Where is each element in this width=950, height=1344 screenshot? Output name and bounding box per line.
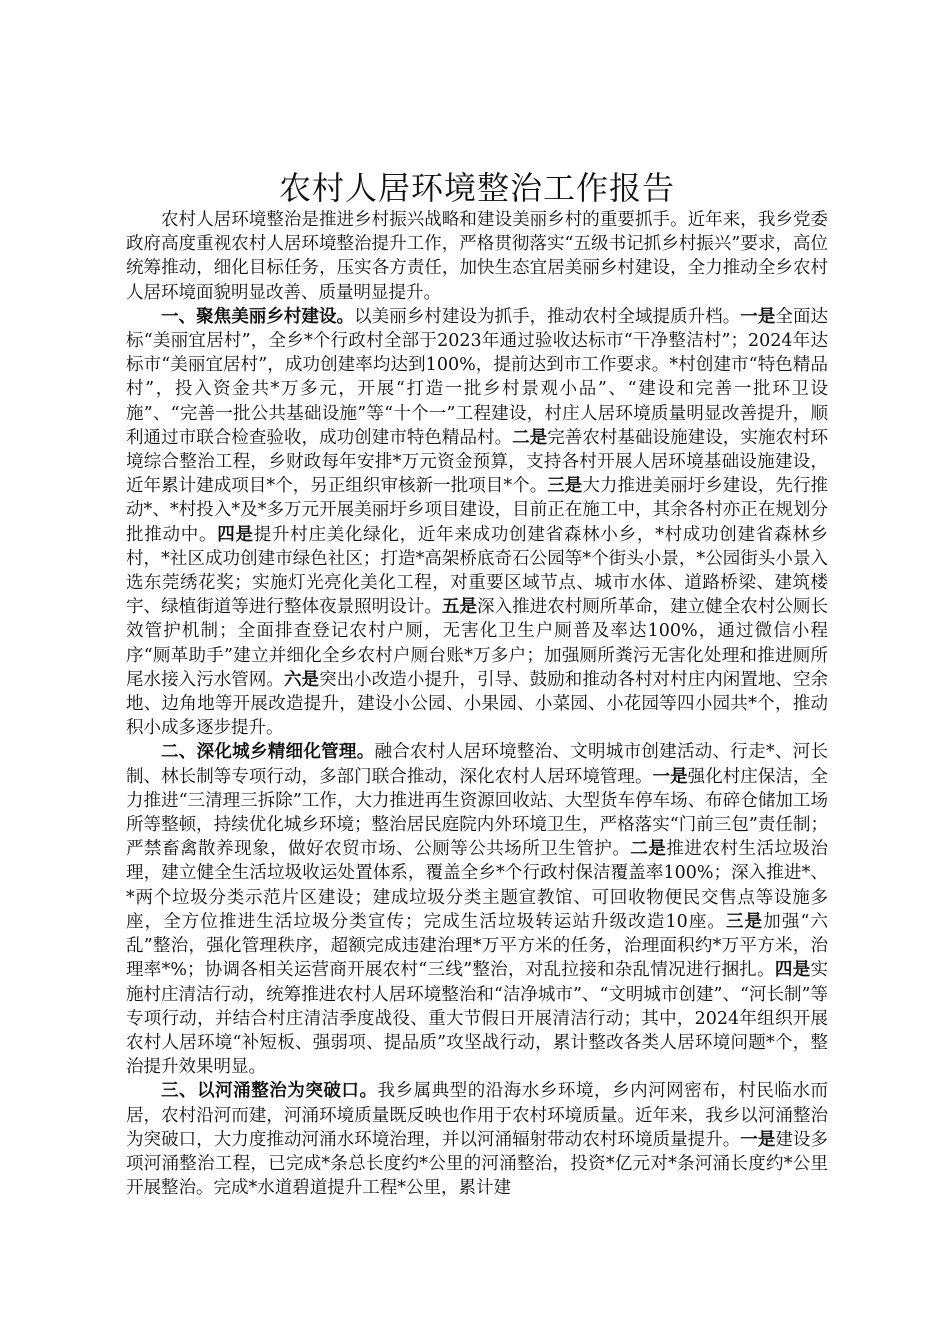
item-label: 四是: [217, 524, 254, 545]
section-1-paragraph: [126, 305, 828, 741]
document-title: 农村人居环境整治工作报告: [278, 169, 675, 207]
section-3-heading: 三、以河涌整治为突破口。: [161, 1081, 378, 1102]
item-label: 一是: [740, 306, 776, 327]
item-label: 三是: [726, 911, 764, 932]
section-2-paragraph: [126, 740, 828, 1079]
item-label: 三是: [547, 476, 583, 497]
section-2-lead: 融合农村人居环境整治、文明城市创建活动、行走*、河长制、林长制等专项行动，多部门联合推动，深化农村人居环境管理。: [126, 742, 829, 787]
item-text: 提升村庄美化绿化，近年来成功创建省森林小乡，*村成功创建省森林乡村，*社区成功创建市绿色社区；打造*高架桥底奇石公园等*个街头小景，*公园街头小景入选东莞绣花奖；实施灯光亮化美化工程，对重要区域节点、城市水体、道路桥梁、建筑楼宇、绿植街道等进行整体夜景照明设计。: [126, 524, 829, 618]
section-1-lead: 以美丽乡村建设为抓手，推动农村全域提质升档。: [354, 306, 741, 327]
item-label: 五是: [441, 597, 478, 618]
section-1-heading: 一、聚焦美丽乡村建设。: [161, 306, 355, 327]
item-label: 一是: [652, 766, 688, 787]
section-2-heading: 二、深化城乡精细化管理。: [161, 742, 375, 763]
item-text: 推进农村生活垃圾治理，建立健全生活垃圾收运处置体系，覆盖全乡*个行政村保洁覆盖率100%；深入推进*、*两个垃圾分类示范片区建设；建成垃圾分类主题宣教馆、可回收物便民交售点等设施多座，全方位推进生活垃圾分类宣传；完成生活垃圾转运站升级改造10座。: [126, 839, 829, 932]
item-text: 实施村庄清洁行动，统筹推进农村人居环境整治和“洁净城市”、“文明城市创建”、“河长制”等专项行动，并结合村庄清洁季度战役、重大节假日开展清洁行动；其中，2024年组织开展农村人居环境“补短板、强弱项、提品质”攻坚战行动，累计整改各类人居环境问题*个，整治提升效果明显。: [126, 960, 828, 1078]
item-label: 六是: [283, 669, 320, 690]
item-text: 完善农村基础设施建设，实施农村环境综合整治工程，乡财政每年安排*万元资金预算，支持各村开展人居环境基础设施建设，近年累计建成项目*个，另正组织审核新一批项目*个。: [126, 427, 829, 497]
item-text: 大力推进美丽圩乡建设，先行推动*、*村投入*及*多万元开展美丽圩乡项目建设，目前正在施工中，其余各村亦正在规划分批推动中。: [126, 476, 829, 545]
section-3-lead: 我乡属典型的沿海水乡环境，乡内河网密布，村民临水而居，农村沿河而建，河涌环境质量既反映也作用于农村环境质量。近年来，我乡以河涌整治为突破口，大力度推动河涌水环境治理，并以河涌辐射带动农村环境质量提升。: [126, 1081, 828, 1150]
item-label: 四是: [774, 960, 811, 981]
item-text: 强化村庄保洁，全力推进“三清理三拆除”工作，大力推进再生资源回收站、大型货车停车场、布碎仓储加工场所等整顿，持续优化城乡环境；整治居民庭院内外环境卫生，严格落实“门前三包”责任制；严禁畜禽散养现象，做好农贸市场、公厕等公共场所卫生管护。: [126, 766, 829, 860]
section-3-paragraph: [126, 1079, 828, 1200]
item-text: 突出小改造小提升，引导、鼓励和推动各村对村庄内闲置地、空余地、边角地等开展改造提升，建设小公园、小果园、小菜园、小花园等四小园共*个，推动积小成多逐步提升。: [126, 669, 829, 739]
item-text: 建设多项河涌整治工程，已完成*条总长度约*公里的河涌整治，投资*亿元对*条河涌长度约*公里开展整治。完成*水道碧道提升工程*公里，累计建: [126, 1129, 829, 1199]
item-label: 二是: [630, 839, 667, 860]
document-page: [126, 168, 828, 1200]
item-label: 二是: [512, 427, 548, 448]
intro-paragraph: 农村人居环境整治是推进乡村振兴战略和建设美丽乡村的重要抓手。近年来，我乡党委政府高度重视农村人居环境整治提升工作，严格贯彻落实“五级书记抓乡村振兴”要求，高位统筹推动，细化目标任务，压实各方责任，加快生态宜居美丽乡村建设，全力推动全乡农村人居环境面貌明显改善、质量明显提升。: [126, 210, 828, 303]
item-label: 一是: [740, 1129, 776, 1150]
item-text: 全面达标“美丽宜居村”，全乡*个行政村全部于2023年通过验收达标市“干净整洁村”；2024年达标市“美丽宜居村”，成功创建率均达到100%，提前达到市工作要求。*村创建市“特色精品村”，投入资金共*万多元，开展“打造一批乡村景观小品”、“建设和完善一批环卫设施”、“完善一批公共基础设施”等“十个一”工程建设，村庄人居环境质量明显改善提升，顺利通过市联合检查验收，成功创建市特色精品村。: [126, 306, 828, 448]
item-text: 加强“六乱”整治，强化管理秩序，超额完成违建治理*万平方米的任务，治理面积约*万平方米，治理率*%；协调各相关运营商开展农村“三线”整治，对乱拉接和杂乱情况进行捆扎。: [126, 911, 829, 981]
item-text: 深入推进农村厕所革命，建立健全农村公厕长效管护机制；全面排查登记农村户厕，无害化卫生户厕普及率达100%，通过微信小程序“厕革助手”建立并细化全乡农村户厕台账*万多户；加强厕所粪污无害化处理和推进厕所尾水接入污水管网。: [126, 597, 829, 690]
